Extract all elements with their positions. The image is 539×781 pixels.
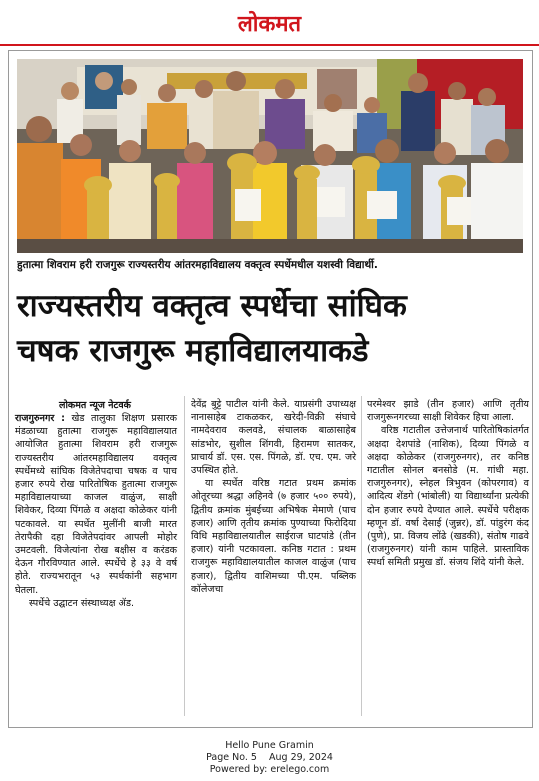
article-photo: [17, 59, 523, 253]
col3-paragraph-2: वरिष्ठ गटातील उत्तेजनार्थ पारितोषिकांतर्गत अक्षदा देशपांडे (नाशिक), दिव्या पिंगळे व अक्षदा कोळेकर (राजगुरुनगर), तर कनिष्ठ गटातील सोनल बनसोडे (म. गांधी महा. राजगुरुनगर), स्नेहल त्रिभुवन (कोपरगाव) व आदित्य शेंडगे (भांबोली) या विद्यार्थ्यांना प्रत्येकी दोन हजार रुपये देण्यात आले. स्पर्धेचे परीक्षक म्हणून डॉ. वर्षा देसाई (जुन्नर), डॉ. पांडुरंग कंद (पुणे), प्रा. विजय लोंढे (खडकी), संतोष गाढवे (राजगुरुनगर) यांनी काम पाहिले. प्रास्ताविक स्पर्धा समिती प्रमुख डॉ. संजय शिंदे यांनी केले.: [367, 425, 529, 569]
col1-paragraph-1: खेड तालुका शिक्षण प्रसारक मंडळाच्या हुतात्मा राजगुरू महाविद्यालयात आयोजित हुतात्मा शिवराम हरी राजगुरू राज्यस्तरीय आंतरमहाविद्यालय वक्तृत्व स्पर्धेमध्ये सांघिक विजेतेपदाचा चषक व पाच हजार रुपये रोख पारितोषिक हुतात्मा राजगुरू महाविद्यालयाच्या काजल वाळुंज, साक्षी शिवेकर, दिव्या पिंगळे व अक्षदा कोळेकर यांनी पटकावले. या स्पर्धेत मुलींनी बाजी मारत तेरापैकी दहा विजेतेपदांवर आपली मोहोर उमटवली. विजेत्यांना रोख बक्षीस व करंडक देऊन गौरविण्यात आले. स्पर्धेचे हे ३३ वे वर्ष होते. राज्यभरातून ५३ स्पर्धकांनी सहभाग घेतला.: [15, 413, 177, 596]
headline-line-1: राज्यस्तरीय वक्तृत्व स्पर्धेचा सांघिक: [17, 288, 407, 324]
dateline: राजगुरुनगर :: [15, 413, 65, 424]
byline: लोकमत न्यूज नेटवर्क: [59, 400, 131, 411]
col2-paragraph-2: या स्पर्धेत वरिष्ठ गटात प्रथम क्रमांक ओतूरच्या श्रद्धा अहिनवे (७ हजार ५०० रुपये), द्वितीय क्रमांक मुंबईच्या अभिषेक मेमाणे (पाच हजार) आणि तृतीय क्रमांक पुण्याच्या फिरोदिया विधि महाविद्यालयातील साईराज घाटपांडे (तीन हजार) यांनी पटकावला. कनिष्ठ गटात : प्रथम राजगुरू महाविद्यालयातील काजल वाळुंज (पाच हजार), द्वितीय वाशिमच्या पी.एम. पब्लिक कॉलेजचा: [191, 478, 356, 595]
news-clipping: [8, 50, 533, 728]
photo-caption: हुतात्मा शिवराम हरी राजगुरू राज्यस्तरीय आंतरमहाविद्यालय वक्तृत्व स्पर्धेमधील यशस्वी विद्यार्थी.: [17, 259, 378, 271]
column-divider: [184, 396, 185, 716]
page-footer: [0, 740, 539, 776]
headline-line-2: चषक राजगुरू महाविद्यालयाकडे: [17, 333, 369, 369]
article-column-1: [15, 412, 177, 610]
footer-powered-by-link[interactable]: Powered by: erelego.com: [209, 764, 330, 775]
masthead-rule: [0, 44, 539, 46]
article-column-3: [367, 398, 529, 570]
col2-paragraph-1: देवेंद्र बुट्टे पाटील यांनी केले. याप्रसंगी उपाध्यक्ष नानासाहेब टाकळकर, खरेदी-विक्री संघाचे नामदेवराव कलवडे, संचालक बाळासाहेब सांडभोर, सुशील शिंगवी, हिरामण सातकर, प्राचार्य डॉ. एस. एस. पिंगळे, डॉ. एच. एम. जरे उपस्थित होते.: [191, 399, 356, 477]
article-column-2: [191, 398, 356, 596]
col3-paragraph-1: परमेश्वर झाडे (तीन हजार) आणि तृतीय राजगुरूनगरच्या साक्षी शिवेकर हिचा आला.: [367, 399, 529, 424]
headline: [17, 284, 525, 374]
photo-group-students-trophies-icon: [17, 59, 523, 253]
column-divider: [361, 396, 362, 716]
col1-paragraph-2: स्पर्धेचे उद्घाटन संस्थाध्यक्ष ॲड.: [29, 597, 135, 609]
footer-page-date: Page No. 5 Aug 29, 2024: [206, 752, 333, 763]
newspaper-logo: लोकमत: [237, 12, 302, 37]
footer-edition: Hello Pune Gramin: [225, 740, 314, 751]
masthead: [0, 0, 539, 44]
